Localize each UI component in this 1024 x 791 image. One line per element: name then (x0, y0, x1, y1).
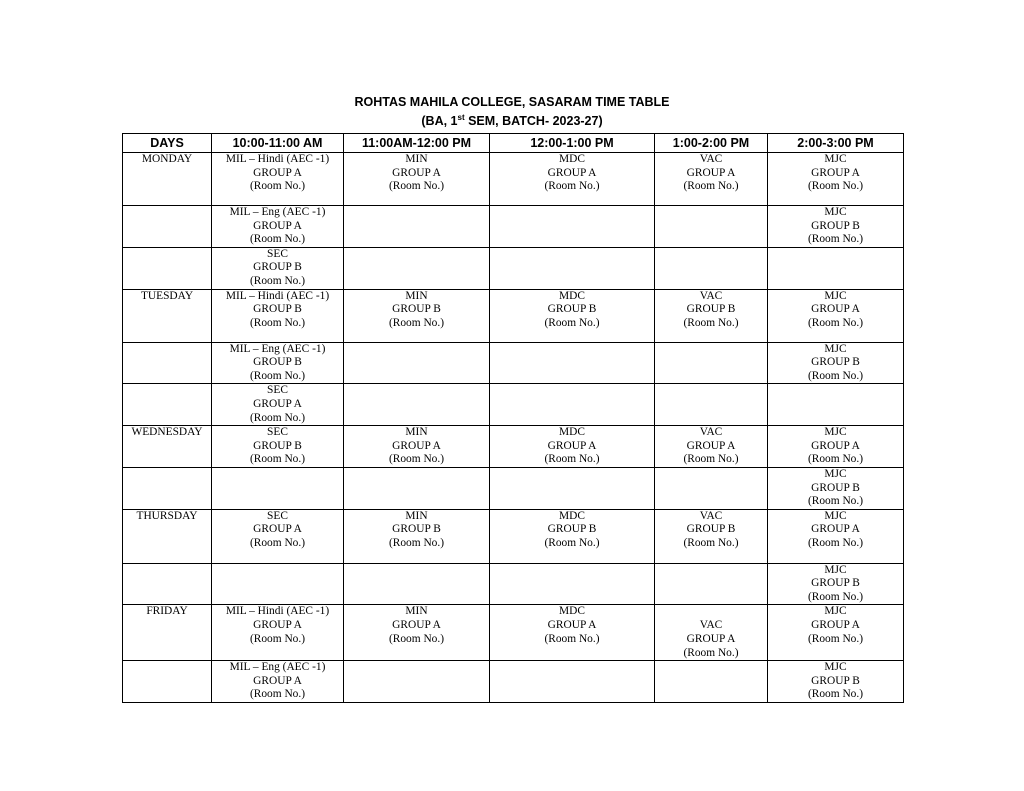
table-row (123, 509, 904, 563)
cell-line: MJC (824, 342, 847, 355)
day-cell (123, 342, 212, 384)
cell-line: GROUP A (686, 439, 736, 452)
cell-line: SEC (267, 509, 288, 522)
cell-line: GROUP A (811, 523, 860, 536)
cell-line: GROUP B (811, 481, 860, 494)
cell-line: MIN (405, 289, 428, 302)
slot-cell (344, 467, 490, 509)
slot-cell (768, 605, 904, 661)
cell-line: (Room No.) (388, 632, 445, 645)
cell-line: MDC (559, 153, 585, 165)
slot-cell (655, 509, 768, 563)
page-title: ROHTAS MAHILA COLLEGE, SASARAM TIME TABLE (354, 95, 670, 109)
cell-line: (Room No.) (544, 632, 600, 645)
cell-line: (Room No.) (807, 688, 864, 701)
cell-line: (Room No.) (807, 316, 864, 329)
cell-line: (Room No.) (683, 180, 739, 193)
day-cell (123, 247, 212, 289)
slot-cell (212, 661, 344, 703)
cell-line: MJC (824, 605, 847, 618)
cell-line: (Room No.) (249, 536, 306, 549)
cell-line: (Room No.) (544, 180, 600, 193)
slot-cell (768, 289, 904, 342)
cell-line: (Room No.) (249, 316, 306, 329)
cell-line: (Room No.) (807, 369, 864, 382)
cell-line: (Room No.) (807, 453, 864, 466)
table-row (123, 342, 904, 384)
cell-line: GROUP B (547, 303, 597, 316)
cell-line: MDC (559, 605, 585, 618)
slot-cell (212, 426, 344, 468)
table-row (123, 384, 904, 426)
cell-line: GROUP A (686, 166, 736, 179)
cell-line: MIL – Eng (AEC -1) (229, 206, 326, 218)
header-slot-3: 12:00-1:00 PM (490, 134, 655, 153)
slot-cell (655, 289, 768, 342)
cell-line: GROUP A (392, 619, 441, 632)
cell-line: GROUP A (253, 219, 302, 232)
slot-cell (344, 605, 490, 661)
slot-cell (212, 563, 344, 605)
slot-cell (655, 467, 768, 509)
slot-cell (655, 563, 768, 605)
slot-cell (212, 342, 344, 384)
day-cell (123, 467, 212, 509)
slot-cell (655, 247, 768, 289)
day-cell: FRIDAY (123, 605, 212, 661)
slot-cell (344, 206, 490, 248)
slot-cell (344, 426, 490, 468)
table-row (123, 467, 904, 509)
slot-cell (212, 384, 344, 426)
day-cell (123, 563, 212, 605)
slot-cell (490, 563, 655, 605)
subtitle-sup: st (457, 113, 465, 122)
slot-cell (490, 247, 655, 289)
slot-cell (212, 247, 344, 289)
header-days: DAYS (123, 134, 212, 153)
header-slot-4: 1:00-2:00 PM (655, 134, 768, 153)
slot-cell (655, 153, 768, 206)
timetable-body (123, 153, 904, 703)
cell-line: GROUP A (547, 439, 597, 452)
cell-line: (Room No.) (388, 453, 445, 466)
cell-line: MJC (824, 563, 847, 576)
cell-line: MJC (824, 467, 847, 480)
slot-cell (768, 342, 904, 384)
day-cell (123, 206, 212, 248)
cell-line: MIL – Eng (AEC -1) (229, 342, 326, 355)
cell-line: MDC (559, 289, 585, 302)
slot-cell (655, 661, 768, 703)
cell-line: GROUP B (811, 674, 860, 687)
cell-line: GROUP B (686, 523, 736, 536)
cell-line: VAC (699, 426, 723, 439)
slot-cell (212, 153, 344, 206)
cell-line: MIL – Hindi (AEC -1) (225, 605, 330, 618)
slot-cell (490, 509, 655, 563)
cell-line: (Room No.) (683, 316, 739, 329)
cell-line: GROUP B (811, 219, 860, 232)
slot-cell (490, 342, 655, 384)
slot-cell (768, 467, 904, 509)
cell-line: MJC (824, 289, 847, 302)
cell-line: (Room No.) (249, 411, 306, 424)
cell-line: GROUP A (811, 166, 860, 179)
table-row (123, 247, 904, 289)
timetable (122, 133, 904, 703)
slot-cell (655, 384, 768, 426)
cell-line: GROUP B (547, 523, 597, 536)
slot-cell (655, 342, 768, 384)
cell-line: MIN (405, 509, 428, 522)
slot-cell (768, 509, 904, 563)
cell-line: MJC (824, 153, 847, 165)
day-cell (123, 384, 212, 426)
cell-line: MJC (824, 206, 847, 218)
slot-cell (212, 467, 344, 509)
day-cell: THURSDAY (123, 509, 212, 563)
slot-cell (212, 206, 344, 248)
header-slot-1: 10:00-11:00 AM (212, 134, 344, 153)
cell-line: GROUP A (253, 166, 302, 179)
cell-line: GROUP A (811, 619, 860, 632)
cell-line: MDC (559, 509, 585, 522)
cell-line: (Room No.) (249, 453, 306, 466)
cell-line: (Room No.) (683, 453, 739, 466)
cell-line: (Room No.) (388, 316, 445, 329)
cell-line: SEC (267, 247, 288, 260)
cell-line: (Room No.) (249, 632, 306, 645)
cell-line: MIL – Hindi (AEC -1) (225, 153, 330, 165)
cell-line: (Room No.) (249, 233, 306, 246)
slot-cell (490, 206, 655, 248)
slot-cell (344, 153, 490, 206)
cell-line: MJC (824, 426, 847, 439)
slot-cell (490, 661, 655, 703)
cell-line: GROUP B (392, 303, 441, 316)
slot-cell (490, 384, 655, 426)
slot-cell (768, 153, 904, 206)
cell-line: GROUP A (253, 397, 302, 410)
slot-cell (344, 563, 490, 605)
cell-line: (Room No.) (807, 536, 864, 549)
slot-cell (490, 289, 655, 342)
cell-line: MIN (405, 605, 428, 618)
header-slot-2: 11:00AM-12:00 PM (344, 134, 490, 153)
slot-cell (344, 247, 490, 289)
cell-line: VAC (699, 153, 723, 165)
day-cell (123, 661, 212, 703)
cell-line: (Room No.) (388, 180, 445, 193)
cell-line: GROUP A (811, 439, 860, 452)
cell-line: (Room No.) (683, 646, 739, 659)
cell-line: MDC (559, 426, 585, 439)
cell-line: VAC (699, 509, 723, 522)
slot-cell (490, 153, 655, 206)
cell-line: GROUP A (253, 523, 302, 536)
slot-cell (768, 384, 904, 426)
cell-line: GROUP A (392, 166, 441, 179)
slot-cell (344, 661, 490, 703)
subtitle-pre: (BA, 1 (421, 114, 458, 129)
cell-line: MIL – Eng (AEC -1) (229, 661, 326, 674)
day-cell: TUESDAY (123, 289, 212, 342)
cell-line: GROUP A (253, 674, 302, 687)
slot-cell (655, 605, 768, 661)
slot-cell (212, 289, 344, 342)
page-subtitle (0, 113, 1024, 128)
slot-cell (655, 206, 768, 248)
cell-line: MJC (824, 509, 847, 522)
cell-line: GROUP A (547, 619, 597, 632)
slot-cell (490, 426, 655, 468)
cell-line: (Room No.) (249, 369, 306, 382)
cell-line: GROUP B (811, 356, 860, 369)
cell-line: (Room No.) (683, 536, 739, 549)
cell-line: (Room No.) (388, 536, 445, 549)
cell-line: SEC (267, 426, 288, 439)
cell-line: VAC (699, 289, 723, 302)
cell-line: VAC (699, 619, 723, 632)
slot-cell (490, 605, 655, 661)
slot-cell (344, 384, 490, 426)
cell-line: (Room No.) (544, 453, 600, 466)
slot-cell (768, 563, 904, 605)
slot-cell (490, 467, 655, 509)
cell-line: (Room No.) (807, 495, 864, 508)
cell-line: (Room No.) (249, 274, 306, 287)
cell-line: SEC (267, 384, 288, 397)
table-row (123, 563, 904, 605)
slot-cell (768, 661, 904, 703)
cell-line: MIL – Hindi (AEC -1) (225, 289, 330, 302)
cell-line: (Room No.) (807, 233, 864, 246)
slot-cell (344, 342, 490, 384)
cell-line: (Room No.) (807, 590, 864, 603)
cell-line: GROUP B (811, 577, 860, 590)
slot-cell (212, 605, 344, 661)
day-cell: WEDNESDAY (123, 426, 212, 468)
cell-line: (Room No.) (807, 180, 864, 193)
cell-line: GROUP A (392, 439, 441, 452)
cell-line: MJC (824, 661, 847, 674)
slot-cell (212, 509, 344, 563)
header-row (123, 134, 904, 153)
cell-line: MIN (405, 426, 428, 439)
table-row (123, 289, 904, 342)
cell-line: GROUP A (547, 166, 597, 179)
cell-line: GROUP A (686, 633, 736, 646)
day-cell: MONDAY (123, 153, 212, 206)
cell-line: GROUP A (253, 619, 302, 632)
table-row (123, 605, 904, 661)
table-row (123, 426, 904, 468)
cell-line: GROUP B (253, 261, 302, 274)
cell-line: MIN (405, 153, 428, 165)
cell-line: GROUP B (253, 439, 302, 452)
cell-line: GROUP B (686, 303, 736, 316)
slot-cell (768, 206, 904, 248)
cell-line: (Room No.) (544, 316, 600, 329)
slot-cell (655, 426, 768, 468)
table-row (123, 206, 904, 248)
table-row (123, 153, 904, 206)
slot-cell (344, 289, 490, 342)
cell-line: (Room No.) (249, 180, 306, 193)
header-slot-5: 2:00-3:00 PM (768, 134, 904, 153)
cell-line: GROUP B (253, 356, 302, 369)
cell-line: (Room No.) (807, 632, 864, 645)
slot-cell (768, 426, 904, 468)
cell-line: GROUP A (811, 303, 860, 316)
cell-line: (Room No.) (544, 536, 600, 549)
table-row (123, 661, 904, 703)
slot-cell (344, 509, 490, 563)
cell-line: (Room No.) (249, 688, 306, 701)
subtitle-post: SEM, BATCH- 2023-27) (464, 114, 603, 129)
slot-cell (768, 247, 904, 289)
cell-line: GROUP B (392, 523, 441, 536)
cell-line: GROUP B (253, 303, 302, 316)
